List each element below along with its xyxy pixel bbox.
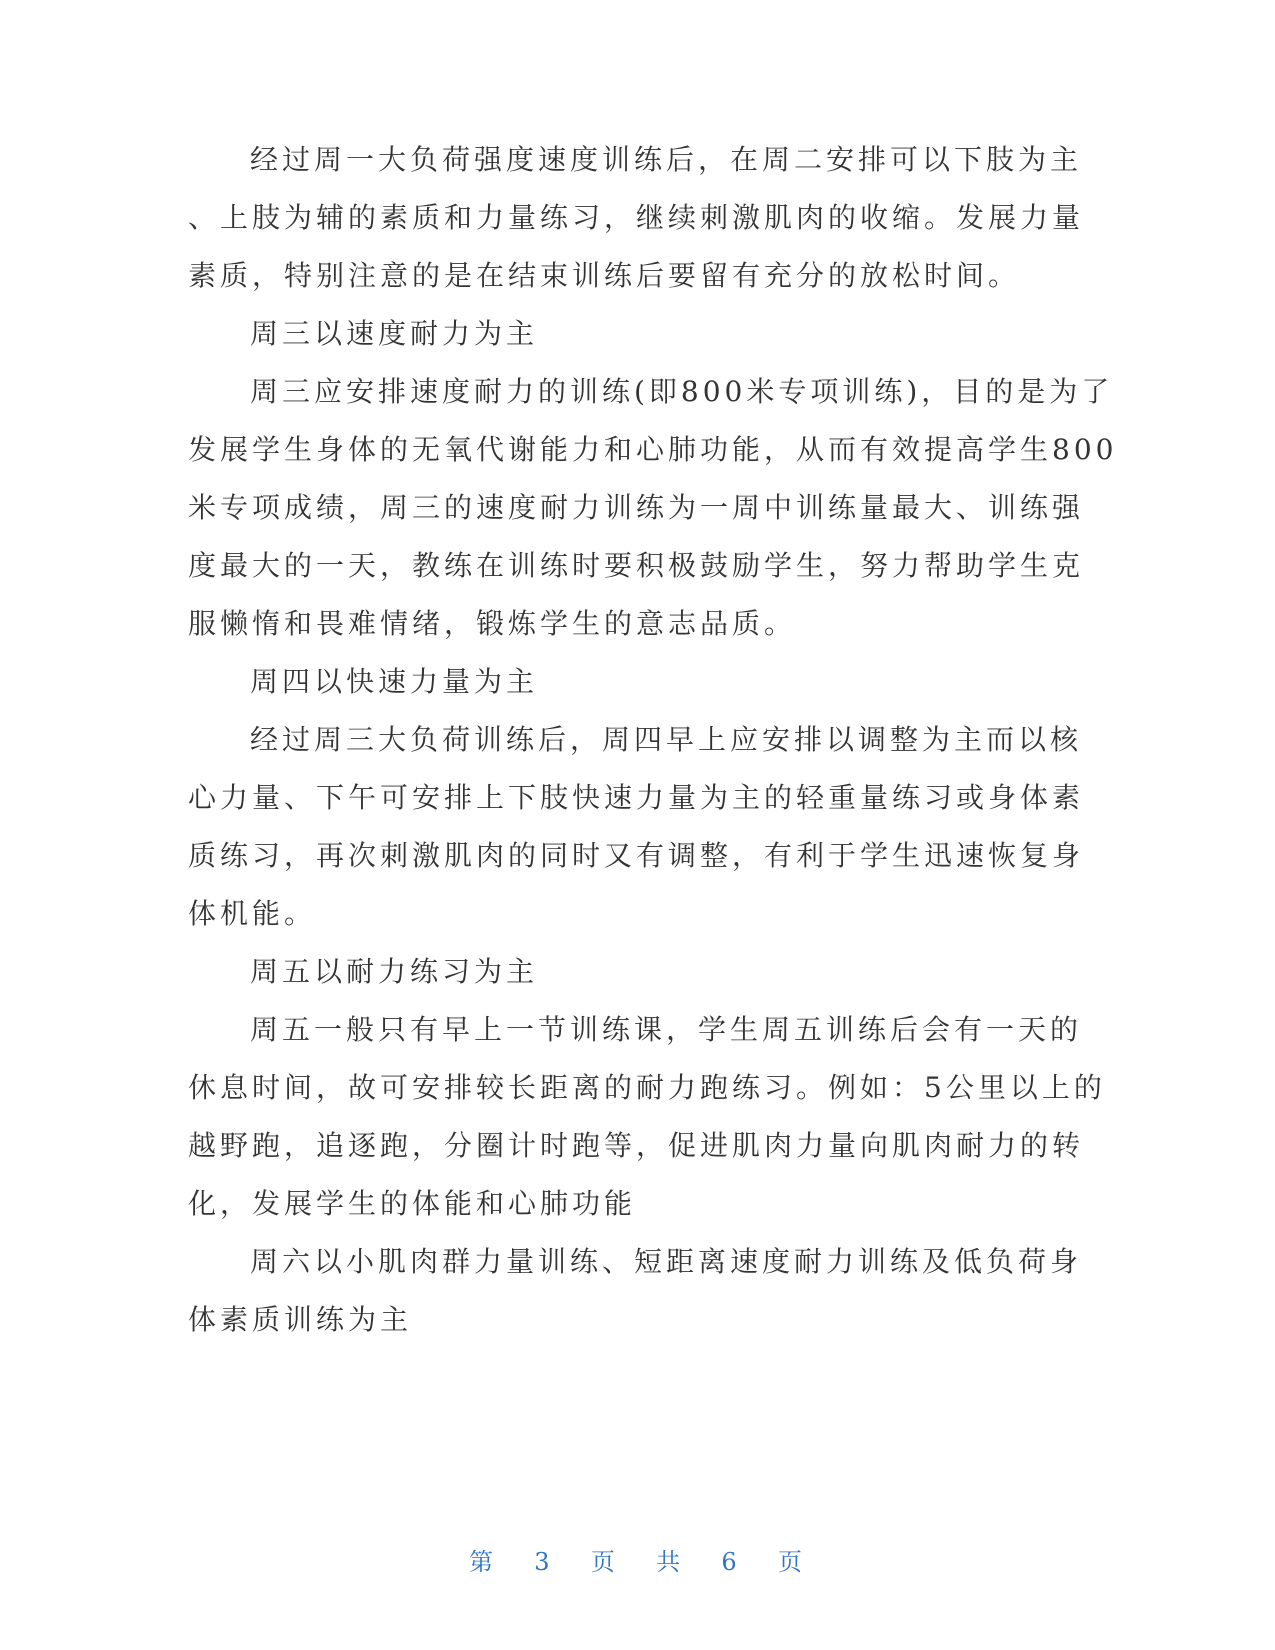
paragraph-line: 素质，特别注意的是在结束训练后要留有充分的放松时间。 (188, 259, 1021, 292)
footer-page-prefix: 第 (469, 1548, 498, 1576)
footer-page-suffix: 页 (777, 1548, 806, 1576)
paragraph-line: 质练习，再次刺激肌肉的同时又有调整，有利于学生迅速恢复身 (188, 839, 1085, 872)
paragraph-line: 越野跑，追逐跑，分圈计时跑等，促进肌肉力量向肌肉耐力的转 (188, 1129, 1085, 1162)
paragraph-line: 发展学生身体的无氧代谢能力和心肺功能，从而有效提高学生800 (188, 433, 1118, 466)
paragraph-line: 休息时间，故可安排较长距离的耐力跑练习。例如：5公里以上的 (188, 1071, 1106, 1104)
paragraph-line: 化，发展学生的体能和心肺功能 (188, 1187, 637, 1220)
footer-total-prefix: 共 (656, 1548, 685, 1576)
paragraph-line: 周六以小肌肉群力量训练、短距离速度耐力训练及低负荷身 (250, 1245, 1083, 1278)
section-heading: 周五以耐力练习为主 (250, 955, 539, 988)
section-heading: 周四以快速力量为主 (250, 665, 539, 698)
paragraph-line: 米专项成绩，周三的速度耐力训练为一周中训练量最大、训练强 (188, 491, 1085, 524)
footer-current-page: 3 (534, 1548, 554, 1576)
footer-total-pages: 6 (721, 1548, 741, 1576)
paragraph-line: 服懒惰和畏难情绪，锻炼学生的意志品质。 (188, 607, 797, 640)
paragraph-line: 周三应安排速度耐力的训练(即800米专项训练)，目的是为了 (250, 375, 1114, 408)
paragraph-line: 心力量、下午可安排上下肢快速力量为主的轻重量练习或身体素 (188, 781, 1085, 814)
page-footer (0, 1542, 1275, 1577)
paragraph-line: 周五一般只有早上一节训练课，学生周五训练后会有一天的 (250, 1013, 1083, 1046)
paragraph-line: 、上肢为辅的素质和力量练习，继续刺激肌肉的收缩。发展力量 (188, 201, 1085, 234)
paragraph-line: 体机能。 (188, 897, 317, 930)
paragraph-line: 经过周一大负荷强度速度训练后，在周二安排可以下肢为主 (250, 143, 1083, 176)
section-heading: 周三以速度耐力为主 (250, 317, 539, 350)
paragraph-line: 度最大的一天，教练在训练时要积极鼓励学生，努力帮助学生克 (188, 549, 1085, 582)
paragraph-line: 体素质训练为主 (188, 1303, 413, 1336)
footer-page-mid: 页 (590, 1548, 619, 1576)
paragraph-line: 经过周三大负荷训练后，周四早上应安排以调整为主而以核 (250, 723, 1083, 756)
